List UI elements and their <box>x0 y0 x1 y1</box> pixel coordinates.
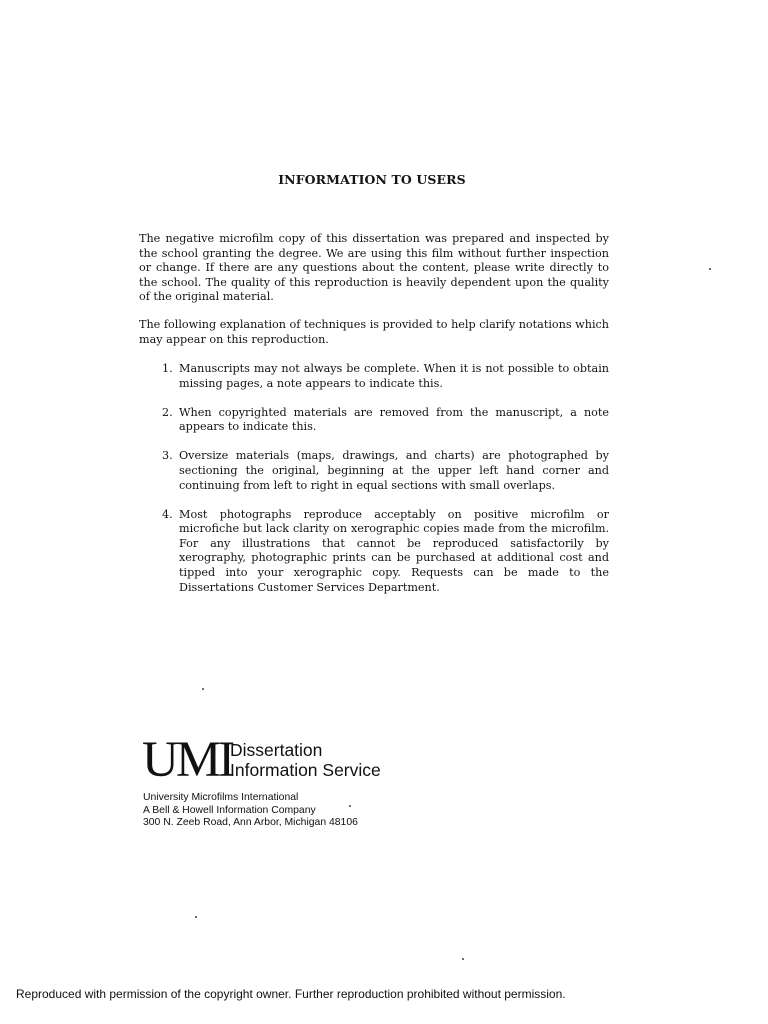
list-item-text: Manuscripts may not always be complete. When it is not possible to obtain missing pages, a note appears to indicate this. <box>179 362 609 390</box>
address-line-1: University Microfilms International <box>143 792 299 803</box>
list-item-text: Oversize materials (maps, drawings, and charts) are photographed by sectioning the original, beginning at the upper left hand corner and continuing from left to right in equal sections with small overlaps. <box>179 449 609 492</box>
list-item-number: 2. <box>162 405 173 419</box>
scan-speck <box>462 958 464 960</box>
list-item-number: 4. <box>162 507 173 521</box>
copyright-footer: Reproduced with permission of the copyright owner. Further reproduction prohibited without permission. <box>16 987 566 1001</box>
list-item <box>162 362 609 391</box>
list-item <box>162 406 609 435</box>
umi-service-line-1: Dissertation <box>230 740 323 760</box>
page-title: INFORMATION TO USERS <box>278 172 466 187</box>
list-item-number: 1. <box>162 362 173 375</box>
list-item <box>162 449 609 493</box>
notation-list <box>162 362 609 610</box>
list-item-text: When copyrighted materials are removed from the manuscript, a note appears to indicate this. <box>179 405 609 434</box>
umi-logo-mark: UMI <box>142 732 233 788</box>
scan-speck <box>349 805 351 807</box>
scan-speck <box>709 268 711 270</box>
umi-service-name <box>230 740 381 780</box>
intro-paragraph: The negative microfilm copy of this dissertation was prepared and inspected by the school granting the degree. We are using this film without further inspection or change. If there are any questions about the content, please write directly to the school. The quality of this reproduction is heavily dependent upon the quality of the original material. <box>139 232 609 304</box>
list-item <box>162 508 609 596</box>
umi-service-line-2: Information Service <box>230 760 381 780</box>
list-item-text: Most photographs reproduce acceptably on positive microfilm or microfiche but lack clarity on xerographic copies made from the microfilm. For any illustrations that cannot be reproduced satisfactorily by xerography, photographic prints can be purchased at additional cost and tipped into your xerographic copy. Requests can be made to the Dissertations Customer Services Department. <box>179 507 609 594</box>
address-line-2: A Bell & Howell Information Company <box>143 804 316 816</box>
list-item-number: 3. <box>162 449 173 463</box>
explanation-paragraph: The following explanation of techniques is provided to help clarify notations which may appear on this reproduction. <box>139 318 609 346</box>
scan-speck <box>195 916 197 918</box>
scan-speck <box>202 688 204 690</box>
address-line-3: 300 N. Zeeb Road, Ann Arbor, Michigan 48106 <box>143 817 358 828</box>
publisher-address <box>143 792 358 830</box>
